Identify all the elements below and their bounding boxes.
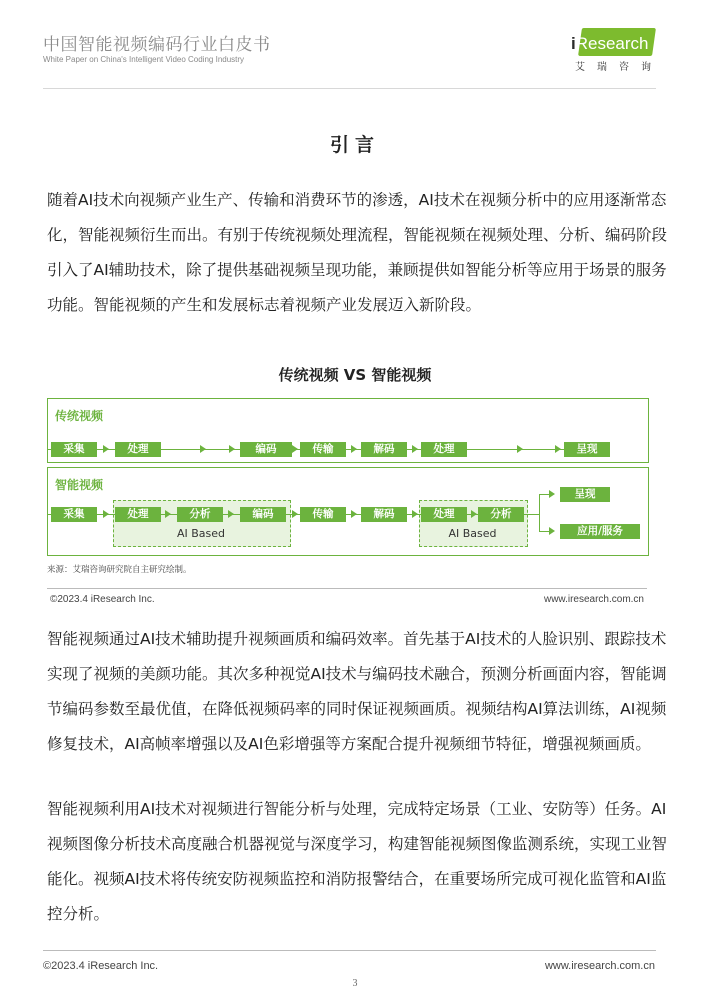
report-subtitle-en: White Paper on China's Intelligent Video Coding Industry <box>43 55 245 64</box>
intel-step-encode: 编码 <box>240 507 286 522</box>
arrow-icon <box>292 445 298 453</box>
arrow-icon <box>351 510 357 518</box>
page-number: 3 <box>352 978 358 989</box>
arrow-icon <box>555 445 561 453</box>
arrow-icon <box>471 510 477 518</box>
arrow-icon <box>412 445 418 453</box>
arrow-icon <box>228 510 234 518</box>
intel-step-process-2: 处理 <box>421 507 467 522</box>
intel-step-transmit: 传输 <box>300 507 346 522</box>
arrow-icon <box>412 510 418 518</box>
arrow-icon <box>517 445 523 453</box>
arrow-icon <box>549 527 555 535</box>
intel-step-analyze: 分析 <box>177 507 223 522</box>
trad-step-present: 呈现 <box>564 442 610 457</box>
comparison-diagram <box>47 398 650 556</box>
intel-output-present: 呈现 <box>560 487 610 502</box>
trad-step-process: 处理 <box>115 442 161 457</box>
diagram-copyright: ©2023.4 iResearch Inc. <box>50 594 155 605</box>
diagram-divider <box>47 588 647 589</box>
intel-output-service: 应用/服务 <box>560 524 640 539</box>
intel-step-process: 处理 <box>115 507 161 522</box>
branch-line-bottom <box>539 531 549 532</box>
trad-step-transmit: 传输 <box>300 442 346 457</box>
intel-step-decode: 解码 <box>361 507 407 522</box>
iresearch-logo <box>571 28 661 74</box>
intel-step-analyze-2: 分析 <box>478 507 524 522</box>
branch-connector <box>539 494 540 532</box>
logo-cn-text: 艾瑞咨询 <box>575 62 663 73</box>
arrow-icon <box>229 445 235 453</box>
arrow-icon <box>200 445 206 453</box>
branch-line-top <box>539 494 549 495</box>
footer-copyright: ©2023.4 iResearch Inc. <box>43 960 159 972</box>
intelligent-label: 智能视频 <box>55 478 104 492</box>
diagram-url: www.iresearch.com.cn <box>543 594 644 605</box>
ai-based-label-2: AI Based <box>448 527 497 540</box>
trad-step-decode: 解码 <box>361 442 407 457</box>
footer-url: www.iresearch.com.cn <box>544 960 655 972</box>
intel-step-capture: 采集 <box>51 507 97 522</box>
diagram-title: 传统视频 VS 智能视频 <box>278 366 432 384</box>
trad-step-capture: 采集 <box>51 442 97 457</box>
footer-divider <box>43 950 656 951</box>
trad-step-encode: 编码 <box>240 442 292 457</box>
paragraph-quality: 智能视频通过AI技术辅助提升视频画质和编码效率。首先基于AI技术的人脸识别、跟踪技术实现了视频的美颜功能。其次多种视觉AI技术与编码技术融合，预测分析画面内容，智能调节编码参数至最优值，在降低视频码率的同时保证视频画质。视频结构AI算法训练，AI视频修复技术，AI高帧率增强以及AI色彩增强等方案配合提升视频细节特征，增强视频画质。 <box>47 630 667 753</box>
header-divider <box>43 88 656 89</box>
arrow-icon <box>549 490 555 498</box>
diagram-source-note: 来源：艾瑞咨询研究院自主研究绘制。 <box>47 565 192 575</box>
logo-wordmark: iResearch <box>571 34 649 53</box>
ai-based-label-1: AI Based <box>176 527 226 540</box>
arrow-icon <box>103 445 109 453</box>
traditional-label: 传统视频 <box>55 409 104 423</box>
report-title: 中国智能视频编码行业白皮书 <box>43 35 271 55</box>
paragraph-analysis: 智能视频利用AI技术对视频进行智能分析与处理，完成特定场景（工业、安防等）任务。AI视频图像分析技术高度融合机器视觉与深度学习，构建智能视频图像监测系统，实现工业智能化。视频AI技术将传统安防视频监控和消防报警结合，在重要场所完成可视化监管和AI监控分析。 <box>47 800 668 923</box>
arrow-icon <box>292 510 298 518</box>
paragraph-intro: 随着AI技术向视频产业生产、传输和消费环节的渗透，AI技术在视频分析中的应用逐渐常态化，智能视频衍生而出。有别于传统视频处理流程，智能视频在视频处理、分析、编码阶段引入了AI辅助技术，除了提供基础视频呈现功能，兼顾提供如智能分析等应用于场景的服务功能。智能视频的产生和发展标志着视频产业发展迈入新阶段。 <box>47 191 668 314</box>
section-title: 引言 <box>329 134 380 156</box>
trad-step-process-2: 处理 <box>421 442 467 457</box>
arrow-icon <box>351 445 357 453</box>
arrow-icon <box>103 510 109 518</box>
arrow-icon <box>165 510 171 518</box>
